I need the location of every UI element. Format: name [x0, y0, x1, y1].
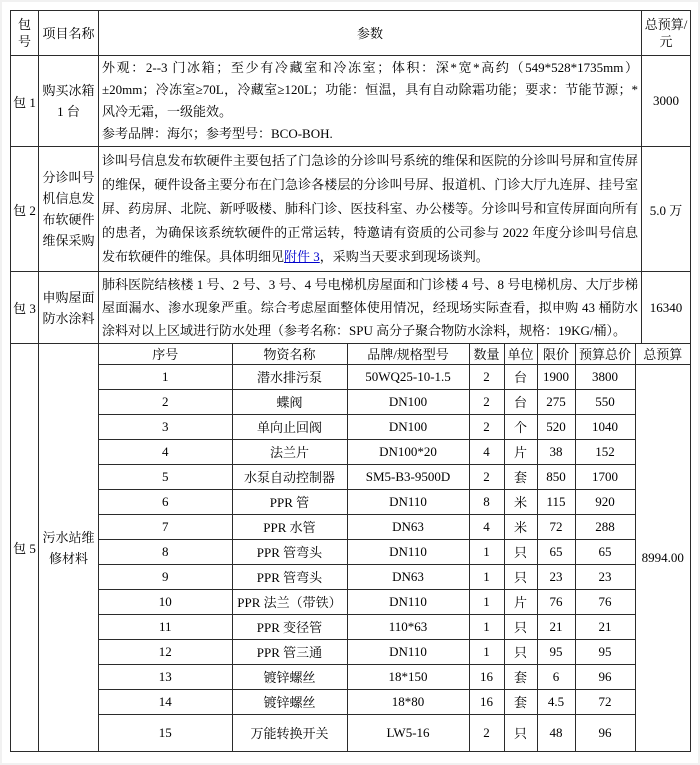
- package2-spec-text: [102, 149, 638, 269]
- materials-cell: 9: [99, 564, 232, 589]
- materials-cell: 片: [504, 439, 537, 464]
- materials-cell: 个: [504, 414, 537, 439]
- materials-cell: 275: [537, 389, 575, 414]
- materials-cell: 4: [469, 439, 504, 464]
- header-params: 参数: [99, 11, 642, 56]
- materials-cell: PPR 管: [232, 489, 347, 514]
- materials-cell: 95: [575, 639, 635, 664]
- materials-cell: 只: [504, 564, 537, 589]
- materials-row: [99, 539, 690, 564]
- materials-cell: 1: [99, 364, 232, 389]
- materials-row: [99, 589, 690, 614]
- materials-cell: 只: [504, 714, 537, 751]
- header-total-budget: 总预算/元: [642, 11, 691, 56]
- materials-cell: 1040: [575, 414, 635, 439]
- materials-header-row: [99, 344, 690, 364]
- materials-header-cell: 预算总价: [575, 344, 635, 364]
- materials-cell: 2: [469, 389, 504, 414]
- materials-cell: 潜水排污泵: [232, 364, 347, 389]
- package2-params-cell: [99, 147, 642, 272]
- materials-cell: 2: [469, 414, 504, 439]
- materials-cell: PPR 变径管: [232, 614, 347, 639]
- materials-cell: 只: [504, 639, 537, 664]
- materials-cell: 920: [575, 489, 635, 514]
- materials-cell: 套: [504, 464, 537, 489]
- materials-row: [99, 639, 690, 664]
- materials-cell: 14: [99, 689, 232, 714]
- materials-cell: 5: [99, 464, 232, 489]
- materials-cell: 3: [99, 414, 232, 439]
- materials-cell: 1: [469, 564, 504, 589]
- materials-row: [99, 364, 690, 389]
- materials-cell: DN63: [347, 564, 469, 589]
- materials-cell: 1700: [575, 464, 635, 489]
- materials-cell: DN110: [347, 539, 469, 564]
- materials-cell: 21: [537, 614, 575, 639]
- materials-cell: 520: [537, 414, 575, 439]
- header-package-no: 包号: [11, 11, 39, 56]
- materials-cell: 110*63: [347, 614, 469, 639]
- materials-cell: DN100: [347, 389, 469, 414]
- attachment-3-link[interactable]: 附件 3: [284, 249, 320, 264]
- materials-cell: 蝶阀: [232, 389, 347, 414]
- materials-header-cell: 限价: [537, 344, 575, 364]
- materials-cell: 8: [99, 539, 232, 564]
- procurement-table: [10, 10, 691, 752]
- package2-no-cell: 包 2: [11, 147, 39, 272]
- materials-cell: DN110: [347, 639, 469, 664]
- materials-cell: 镀锌螺丝: [232, 664, 347, 689]
- materials-cell: 38: [537, 439, 575, 464]
- materials-cell: 镀锌螺丝: [232, 689, 347, 714]
- package1-reference-text: 参考品牌：海尔；参考型号：BCO-BOH.: [102, 126, 333, 141]
- materials-cell: 10: [99, 589, 232, 614]
- materials-cell: 4.5: [537, 689, 575, 714]
- materials-cell: 法兰片: [232, 439, 347, 464]
- materials-cell: 1: [469, 539, 504, 564]
- materials-cell: 只: [504, 614, 537, 639]
- materials-header-cell: 总预算: [635, 344, 690, 364]
- materials-row: [99, 439, 690, 464]
- materials-cell: 1: [469, 589, 504, 614]
- materials-cell: DN100: [347, 414, 469, 439]
- package5-row: [11, 344, 691, 752]
- materials-cell: DN100*20: [347, 439, 469, 464]
- materials-cell: 15: [99, 714, 232, 751]
- materials-cell: 4: [99, 439, 232, 464]
- materials-cell: 套: [504, 664, 537, 689]
- materials-cell: 96: [575, 714, 635, 751]
- package2-text-before-link: 诊叫号信息发布软硬件主要包括了门急诊的分诊叫号系统的维保和医院的分诊叫号屏和宣传屏的维保，硬件设备主要分布在门急诊各楼层的分诊叫号屏、报道机、门诊大厅九连屏、挂号室屏、药房屏、北院、新呼吸楼、肺科门诊、医技科室、办公楼等。分诊叫号和宣传屏面向所有的患者，为确保该系统软硬件的正常运转，特邀请有资质的公司参与 2022 年度分诊叫号信息发布软硬件的维保。具体明细见: [102, 153, 638, 264]
- package3-params-cell: [99, 272, 642, 344]
- materials-cell: 76: [537, 589, 575, 614]
- materials-cell: PPR 管弯头: [232, 539, 347, 564]
- materials-cell: 1: [469, 614, 504, 639]
- materials-cell: 米: [504, 514, 537, 539]
- materials-cell: 23: [575, 564, 635, 589]
- package3-no-cell: 包 3: [11, 272, 39, 344]
- materials-cell: 50WQ25-10-1.5: [347, 364, 469, 389]
- table-header-row: [11, 11, 691, 56]
- materials-cell: 1900: [537, 364, 575, 389]
- package1-no-cell: 包 1: [11, 56, 39, 147]
- materials-cell: 850: [537, 464, 575, 489]
- materials-cell: 2: [469, 714, 504, 751]
- materials-cell: 6: [99, 489, 232, 514]
- package1-budget-cell: 3000: [642, 56, 691, 147]
- package3-row: [11, 272, 691, 344]
- materials-cell: 2: [469, 464, 504, 489]
- materials-cell: 16: [469, 689, 504, 714]
- materials-cell: 12: [99, 639, 232, 664]
- package1-params-cell: [99, 56, 642, 147]
- materials-cell: 只: [504, 539, 537, 564]
- materials-header-cell: 物资名称: [232, 344, 347, 364]
- materials-row: [99, 689, 690, 714]
- package1-spec-text: 外观：2--3 门冰箱；至少有冷藏室和冷冻室；体积：深*宽*高约（549*528*1735mm）±20mm；冷冻室≥70L，冷藏室≥120L；功能：恒温，具有自动除霜功能；要求：节能节源；*风冷无霜，一级能效。: [102, 60, 638, 119]
- materials-cell: 18*80: [347, 689, 469, 714]
- materials-cell: 6: [537, 664, 575, 689]
- materials-cell: 16: [469, 664, 504, 689]
- materials-cell: 片: [504, 589, 537, 614]
- materials-header-cell: 品牌/规格型号: [347, 344, 469, 364]
- materials-cell: DN110: [347, 589, 469, 614]
- materials-cell: 72: [575, 689, 635, 714]
- materials-cell: 万能转换开关: [232, 714, 347, 751]
- materials-cell: 套: [504, 689, 537, 714]
- materials-cell: 7: [99, 514, 232, 539]
- materials-row: [99, 389, 690, 414]
- materials-cell: 米: [504, 489, 537, 514]
- materials-cell: 18*150: [347, 664, 469, 689]
- materials-row: [99, 489, 690, 514]
- materials-cell: LW5-16: [347, 714, 469, 751]
- package3-spec-text: 肺科医院结核楼 1 号、2 号、3 号、4 号电梯机房屋面和门诊楼 4 号、8 号电梯机房、大厅步梯屋面漏水、渗水现象严重。综合考虑屋面整体使用情况，经现场实际查看，拟申购 43 桶防水涂料对以上区域进行防水处理（参考名称：SPU 高分子聚合物防水涂料，规格：19KG/桶）。: [102, 277, 638, 338]
- package1-name-cell: 购买冰箱 1 台: [39, 56, 99, 147]
- materials-row: [99, 714, 690, 751]
- materials-cell: 65: [537, 539, 575, 564]
- materials-row: [99, 664, 690, 689]
- materials-cell: SM5-B3-9500D: [347, 464, 469, 489]
- materials-cell: 21: [575, 614, 635, 639]
- materials-table: [99, 344, 690, 751]
- materials-cell: 13: [99, 664, 232, 689]
- materials-cell: DN63: [347, 514, 469, 539]
- materials-cell: 288: [575, 514, 635, 539]
- materials-cell: 台: [504, 364, 537, 389]
- package5-no-cell: 包 5: [11, 344, 39, 752]
- materials-cell: 2: [469, 364, 504, 389]
- package5-materials-cell: [99, 344, 691, 752]
- materials-cell: 115: [537, 489, 575, 514]
- materials-cell: 3800: [575, 364, 635, 389]
- package5-total-budget-cell: 8994.00: [635, 364, 690, 751]
- materials-cell: 152: [575, 439, 635, 464]
- package1-row: [11, 56, 691, 147]
- package3-name-cell: 申购屋面防水涂料: [39, 272, 99, 344]
- materials-cell: 11: [99, 614, 232, 639]
- materials-header-cell: 单位: [504, 344, 537, 364]
- package3-budget-cell: 16340: [642, 272, 691, 344]
- materials-cell: 单向止回阀: [232, 414, 347, 439]
- materials-cell: 72: [537, 514, 575, 539]
- materials-cell: 4: [469, 514, 504, 539]
- materials-cell: PPR 水管: [232, 514, 347, 539]
- materials-cell: 96: [575, 664, 635, 689]
- materials-row: [99, 464, 690, 489]
- materials-cell: 台: [504, 389, 537, 414]
- materials-header-cell: 数量: [469, 344, 504, 364]
- materials-cell: 76: [575, 589, 635, 614]
- materials-tbody: [99, 344, 690, 751]
- package2-row: [11, 147, 691, 272]
- header-project-name: 项目名称: [39, 11, 99, 56]
- materials-cell: 8: [469, 489, 504, 514]
- materials-row: [99, 514, 690, 539]
- materials-cell: 65: [575, 539, 635, 564]
- materials-header-cell: 序号: [99, 344, 232, 364]
- package2-text-after-link: ，采购当天要求到现场谈判。: [319, 249, 489, 264]
- materials-cell: 48: [537, 714, 575, 751]
- materials-cell: 550: [575, 389, 635, 414]
- materials-row: [99, 614, 690, 639]
- materials-cell: PPR 法兰（带铁）: [232, 589, 347, 614]
- materials-cell: PPR 管弯头: [232, 564, 347, 589]
- materials-cell: 95: [537, 639, 575, 664]
- package2-name-cell: 分诊叫号机信息发布软硬件维保采购: [39, 147, 99, 272]
- package2-budget-cell: 5.0 万: [642, 147, 691, 272]
- materials-row: [99, 564, 690, 589]
- materials-cell: DN110: [347, 489, 469, 514]
- materials-cell: PPR 管三通: [232, 639, 347, 664]
- materials-cell: 1: [469, 639, 504, 664]
- materials-row: [99, 414, 690, 439]
- package5-name-cell: 污水站维修材料: [39, 344, 99, 752]
- materials-cell: 23: [537, 564, 575, 589]
- materials-cell: 2: [99, 389, 232, 414]
- materials-cell: 水泵自动控制器: [232, 464, 347, 489]
